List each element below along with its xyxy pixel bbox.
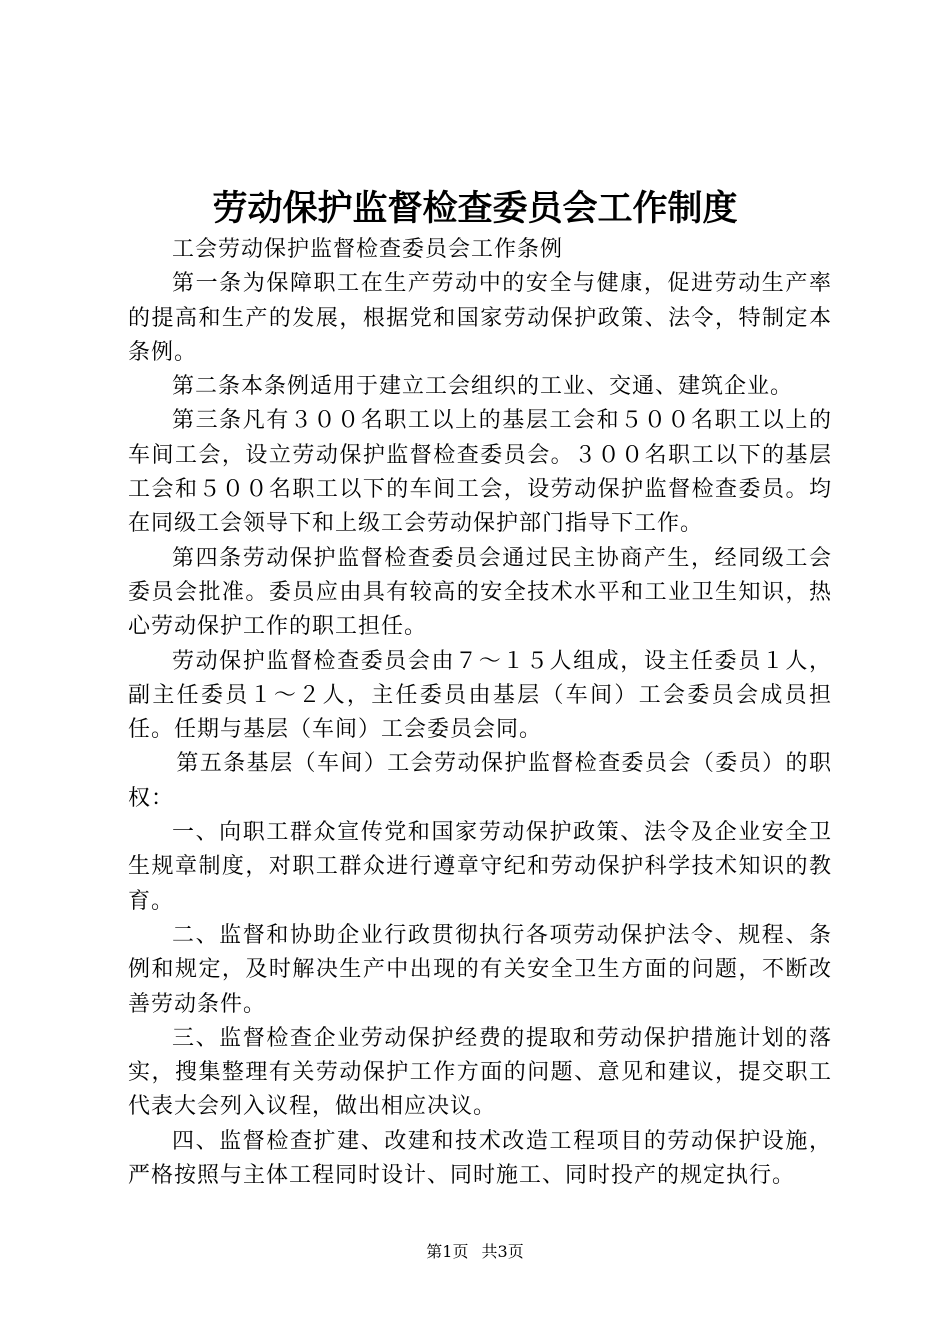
paragraph-subtitle: 工会劳动保护监督检查委员会工作条例 <box>172 237 564 262</box>
paragraph-article-4: 第四条劳动保护监督检查委员会通过民主协商产生，经同级工会委员会批准。委员应由具有较高的安全技术水平和工业卫生知识，热心劳动保护工作的职工担任。 <box>128 545 832 640</box>
paragraph-committee-composition: 劳动保护监督检查委员会由７～１５人组成，设主任委员１人，副主任委员１～２人，主任委员由基层（车间）工会委员会成员担任。任期与基层（车间）工会委员会同。 <box>128 648 832 743</box>
page-number-current: 第1页 <box>426 1242 469 1261</box>
page-number-total: 共3页 <box>481 1242 524 1261</box>
document-body <box>128 233 832 1193</box>
paragraph-duty-3: 三、监督检查企业劳动保护经费的提取和劳动保护措施计划的落实，搜集整理有关劳动保护工作方面的问题、意见和建议，提交职工代表大会列入议程，做出相应决议。 <box>128 1025 832 1120</box>
paragraph-article-1: 第一条为保障职工在生产劳动中的安全与健康，促进劳动生产率的提高和生产的发展，根据党和国家劳动保护政策、法令，特制定本条例。 <box>128 271 832 365</box>
paragraph-article-3: 第三条凡有３００名职工以上的基层工会和５００名职工以上的车间工会，设立劳动保护监督检查委员会。３００名职工以下的基层工会和５００名职工以下的车间工会，设劳动保护监督检查委员。均在同级工会领导下和上级工会劳动保护部门指导下工作。 <box>128 408 832 537</box>
paragraph-duty-4: 四、监督检查扩建、改建和技术改造工程项目的劳动保护设施，严格按照与主体工程同时设计、同时施工、同时投产的规定执行。 <box>128 1128 832 1189</box>
paragraph-duty-2: 二、监督和协助企业行政贯彻执行各项劳动保护法令、规程、条例和规定，及时解决生产中出现的有关安全卫生方面的问题，不断改善劳动条件。 <box>128 922 832 1017</box>
paragraph-article-5: 第五条基层（车间）工会劳动保护监督检查委员会（委员）的职权： <box>128 751 832 811</box>
paragraph-duty-1: 一、向职工群众宣传党和国家劳动保护政策、法令及企业安全卫生规章制度，对职工群众进行遵章守纪和劳动保护科学技术知识的教育。 <box>128 820 832 914</box>
document-title: 劳动保护监督检查委员会工作制度 <box>212 188 738 229</box>
page-footer <box>0 1242 950 1262</box>
paragraph-article-2: 第二条本条例适用于建立工会组织的工业、交通、建筑企业。 <box>172 374 794 400</box>
